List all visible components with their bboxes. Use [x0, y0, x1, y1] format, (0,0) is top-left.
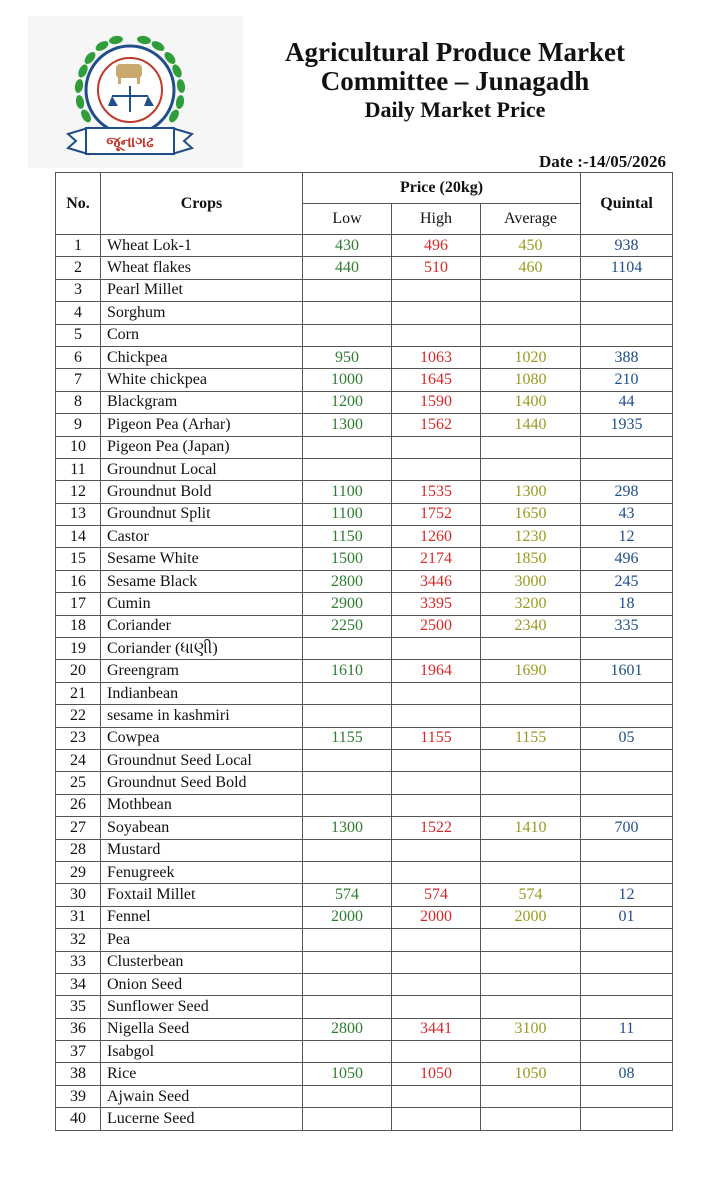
crop-name: Blackgram [101, 391, 303, 413]
crop-name: Chickpea [101, 346, 303, 368]
price-low [303, 302, 392, 324]
table-row [56, 414, 673, 436]
row-number: 24 [56, 749, 101, 771]
price-low: 2800 [303, 1018, 392, 1040]
price-high [392, 682, 481, 704]
quintal-qty [581, 996, 673, 1018]
price-low: 2800 [303, 570, 392, 592]
price-average [481, 682, 581, 704]
table-row [56, 346, 673, 368]
quintal-qty [581, 794, 673, 816]
price-low [303, 638, 392, 660]
crop-name: Sesame Black [101, 570, 303, 592]
table-row [56, 1085, 673, 1107]
quintal-qty: 43 [581, 503, 673, 525]
price-average [481, 973, 581, 995]
row-number: 21 [56, 682, 101, 704]
price-high [392, 458, 481, 480]
logo-ribbon-text: જૂનાગઢ [106, 133, 154, 151]
price-average [481, 279, 581, 301]
price-low: 1500 [303, 548, 392, 570]
table-row [56, 1063, 673, 1085]
crop-name: Greengram [101, 660, 303, 682]
crop-name: White chickpea [101, 369, 303, 391]
table-row [56, 884, 673, 906]
table-row [56, 705, 673, 727]
crop-name: sesame in kashmiri [101, 705, 303, 727]
price-high: 1050 [392, 1063, 481, 1085]
price-average: 2340 [481, 615, 581, 637]
price-low: 1050 [303, 1063, 392, 1085]
row-number: 4 [56, 302, 101, 324]
crop-name: Coriander (ધાણી) [101, 638, 303, 660]
quintal-qty [581, 1041, 673, 1063]
price-high [392, 1108, 481, 1130]
crop-name: Mothbean [101, 794, 303, 816]
logo-emblem-icon [28, 16, 243, 168]
quintal-qty: 18 [581, 593, 673, 615]
table-row [56, 235, 673, 257]
price-high: 496 [392, 235, 481, 257]
price-high: 1964 [392, 660, 481, 682]
table-row [56, 526, 673, 548]
price-average: 2000 [481, 906, 581, 928]
price-high [392, 279, 481, 301]
quintal-qty: 210 [581, 369, 673, 391]
table-row [56, 906, 673, 928]
price-low [303, 436, 392, 458]
price-low [303, 951, 392, 973]
price-average [481, 1108, 581, 1130]
price-low: 2250 [303, 615, 392, 637]
table-row [56, 749, 673, 771]
table-row [56, 570, 673, 592]
crop-name: Sunflower Seed [101, 996, 303, 1018]
crop-name: Coriander [101, 615, 303, 637]
price-average: 574 [481, 884, 581, 906]
price-low: 1150 [303, 526, 392, 548]
quintal-qty [581, 1108, 673, 1130]
table-row [56, 973, 673, 995]
price-high [392, 861, 481, 883]
quintal-qty [581, 839, 673, 861]
price-low [303, 1108, 392, 1130]
table-row [56, 615, 673, 637]
table-row [56, 861, 673, 883]
price-table [55, 172, 673, 1131]
price-average [481, 749, 581, 771]
table-row [56, 1108, 673, 1130]
price-low: 950 [303, 346, 392, 368]
price-average: 1020 [481, 346, 581, 368]
crop-name: Fenugreek [101, 861, 303, 883]
quintal-qty [581, 705, 673, 727]
table-row [56, 660, 673, 682]
quintal-qty [581, 458, 673, 480]
table-row [56, 436, 673, 458]
price-high [392, 705, 481, 727]
table-row [56, 682, 673, 704]
price-high [392, 996, 481, 1018]
quintal-qty: 245 [581, 570, 673, 592]
price-low: 1610 [303, 660, 392, 682]
quintal-qty: 12 [581, 526, 673, 548]
price-average [481, 1085, 581, 1107]
quintal-qty: 388 [581, 346, 673, 368]
quintal-qty [581, 861, 673, 883]
price-low [303, 705, 392, 727]
table-row [56, 638, 673, 660]
quintal-qty: 496 [581, 548, 673, 570]
row-number: 7 [56, 369, 101, 391]
price-low: 574 [303, 884, 392, 906]
table-row [56, 324, 673, 346]
quintal-qty: 335 [581, 615, 673, 637]
quintal-qty [581, 929, 673, 951]
price-average [481, 951, 581, 973]
quintal-qty: 12 [581, 884, 673, 906]
row-number: 2 [56, 257, 101, 279]
price-high: 3395 [392, 593, 481, 615]
table-row [56, 727, 673, 749]
quintal-qty [581, 324, 673, 346]
price-low [303, 324, 392, 346]
price-high [392, 302, 481, 324]
row-number: 31 [56, 906, 101, 928]
price-low: 1100 [303, 503, 392, 525]
crop-name: Groundnut Split [101, 503, 303, 525]
row-number: 33 [56, 951, 101, 973]
crop-name: Groundnut Local [101, 458, 303, 480]
crop-name: Foxtail Millet [101, 884, 303, 906]
price-average: 1850 [481, 548, 581, 570]
row-number: 38 [56, 1063, 101, 1085]
price-average [481, 1041, 581, 1063]
crop-name: Indianbean [101, 682, 303, 704]
price-low [303, 772, 392, 794]
price-high [392, 749, 481, 771]
row-number: 39 [56, 1085, 101, 1107]
price-average [481, 324, 581, 346]
table-row [56, 839, 673, 861]
price-average: 1155 [481, 727, 581, 749]
row-number: 17 [56, 593, 101, 615]
table-row [56, 548, 673, 570]
price-low [303, 861, 392, 883]
price-high: 1562 [392, 414, 481, 436]
crop-name: Soyabean [101, 817, 303, 839]
price-high: 1063 [392, 346, 481, 368]
quintal-qty: 05 [581, 727, 673, 749]
header-low: Low [303, 204, 392, 235]
row-number: 22 [56, 705, 101, 727]
table-body [56, 235, 673, 1131]
price-low: 1300 [303, 817, 392, 839]
price-high: 510 [392, 257, 481, 279]
price-low [303, 839, 392, 861]
price-average: 1690 [481, 660, 581, 682]
row-number: 19 [56, 638, 101, 660]
table-row [56, 302, 673, 324]
header-average: Average [481, 204, 581, 235]
table-row [56, 279, 673, 301]
quintal-qty [581, 951, 673, 973]
table-row [56, 503, 673, 525]
row-number: 5 [56, 324, 101, 346]
crop-name: Cumin [101, 593, 303, 615]
price-high [392, 951, 481, 973]
quintal-qty [581, 279, 673, 301]
price-low: 1100 [303, 481, 392, 503]
price-low [303, 1085, 392, 1107]
price-low [303, 929, 392, 951]
price-high: 1155 [392, 727, 481, 749]
quintal-qty [581, 302, 673, 324]
row-number: 29 [56, 861, 101, 883]
price-low [303, 279, 392, 301]
quintal-qty: 08 [581, 1063, 673, 1085]
price-low: 2900 [303, 593, 392, 615]
row-number: 25 [56, 772, 101, 794]
quintal-qty: 1601 [581, 660, 673, 682]
crop-name: Groundnut Seed Local [101, 749, 303, 771]
crop-name: Ajwain Seed [101, 1085, 303, 1107]
crop-name: Onion Seed [101, 973, 303, 995]
report-date: Date :-14/05/2026 [538, 152, 666, 171]
crop-name: Pearl Millet [101, 279, 303, 301]
apmc-logo [28, 16, 243, 168]
header-quintal: Quintal [581, 173, 673, 235]
crop-name: Lucerne Seed [101, 1108, 303, 1130]
crop-name: Mustard [101, 839, 303, 861]
table-row [56, 996, 673, 1018]
price-average [481, 302, 581, 324]
price-high: 1260 [392, 526, 481, 548]
table-row [56, 458, 673, 480]
row-number: 20 [56, 660, 101, 682]
price-high [392, 1085, 481, 1107]
price-high [392, 973, 481, 995]
price-average: 1300 [481, 481, 581, 503]
quintal-qty: 1935 [581, 414, 673, 436]
price-low [303, 973, 392, 995]
row-number: 14 [56, 526, 101, 548]
crop-name: Isabgol [101, 1041, 303, 1063]
row-number: 3 [56, 279, 101, 301]
quintal-qty [581, 749, 673, 771]
price-high [392, 929, 481, 951]
row-number: 37 [56, 1041, 101, 1063]
table-row [56, 481, 673, 503]
price-high [392, 772, 481, 794]
price-average: 1080 [481, 369, 581, 391]
price-average: 1650 [481, 503, 581, 525]
row-number: 35 [56, 996, 101, 1018]
row-number: 18 [56, 615, 101, 637]
table-row [56, 1041, 673, 1063]
price-low [303, 749, 392, 771]
quintal-qty [581, 973, 673, 995]
row-number: 27 [56, 817, 101, 839]
price-average: 3200 [481, 593, 581, 615]
header-price-group: Price (20kg) [303, 173, 581, 204]
row-number: 11 [56, 458, 101, 480]
table-row [56, 772, 673, 794]
price-low: 430 [303, 235, 392, 257]
table-row [56, 369, 673, 391]
price-high [392, 1041, 481, 1063]
price-average [481, 929, 581, 951]
quintal-qty: 01 [581, 906, 673, 928]
row-number: 15 [56, 548, 101, 570]
price-low: 1200 [303, 391, 392, 413]
row-number: 16 [56, 570, 101, 592]
crop-name: Wheat flakes [101, 257, 303, 279]
row-number: 9 [56, 414, 101, 436]
crop-name: Pea [101, 929, 303, 951]
row-number: 30 [56, 884, 101, 906]
row-number: 34 [56, 973, 101, 995]
crop-name: Nigella Seed [101, 1018, 303, 1040]
row-number: 40 [56, 1108, 101, 1130]
price-high: 3441 [392, 1018, 481, 1040]
price-low: 1155 [303, 727, 392, 749]
price-high: 2500 [392, 615, 481, 637]
table-row [56, 593, 673, 615]
crop-name: Cowpea [101, 727, 303, 749]
page-header [250, 38, 660, 124]
row-number: 23 [56, 727, 101, 749]
crop-name: Sesame White [101, 548, 303, 570]
price-low [303, 458, 392, 480]
price-average [481, 638, 581, 660]
price-high [392, 436, 481, 458]
price-average: 1400 [481, 391, 581, 413]
quintal-qty: 700 [581, 817, 673, 839]
quintal-qty: 938 [581, 235, 673, 257]
price-high [392, 324, 481, 346]
price-average [481, 996, 581, 1018]
price-average: 1230 [481, 526, 581, 548]
quintal-qty [581, 682, 673, 704]
crop-name: Groundnut Bold [101, 481, 303, 503]
title-line-2: Committee – Junagadh [320, 66, 590, 96]
price-average: 1440 [481, 414, 581, 436]
table-row [56, 794, 673, 816]
price-average [481, 458, 581, 480]
price-high: 1645 [392, 369, 481, 391]
price-high: 2000 [392, 906, 481, 928]
price-average: 450 [481, 235, 581, 257]
price-average: 1410 [481, 817, 581, 839]
quintal-qty: 298 [581, 481, 673, 503]
crop-name: Pigeon Pea (Japan) [101, 436, 303, 458]
table-row [56, 817, 673, 839]
price-low: 440 [303, 257, 392, 279]
crop-name: Wheat Lok-1 [101, 235, 303, 257]
crop-name: Rice [101, 1063, 303, 1085]
row-number: 10 [56, 436, 101, 458]
price-high [392, 638, 481, 660]
quintal-qty: 11 [581, 1018, 673, 1040]
table-row [56, 1018, 673, 1040]
price-high: 574 [392, 884, 481, 906]
row-number: 26 [56, 794, 101, 816]
price-high: 1590 [392, 391, 481, 413]
header-high: High [392, 204, 481, 235]
row-number: 6 [56, 346, 101, 368]
quintal-qty [581, 1085, 673, 1107]
table-row [56, 257, 673, 279]
price-low [303, 682, 392, 704]
crop-name: Sorghum [101, 302, 303, 324]
price-average [481, 705, 581, 727]
price-low: 2000 [303, 906, 392, 928]
price-low [303, 1041, 392, 1063]
header-no: No. [56, 173, 101, 235]
crop-name: Pigeon Pea (Arhar) [101, 414, 303, 436]
header-crops: Crops [101, 173, 303, 235]
price-high: 1522 [392, 817, 481, 839]
price-high [392, 839, 481, 861]
price-low [303, 996, 392, 1018]
crop-name: Groundnut Seed Bold [101, 772, 303, 794]
price-high: 1752 [392, 503, 481, 525]
crop-name: Clusterbean [101, 951, 303, 973]
price-high: 1535 [392, 481, 481, 503]
price-low [303, 794, 392, 816]
quintal-qty: 44 [581, 391, 673, 413]
quintal-qty [581, 638, 673, 660]
row-number: 13 [56, 503, 101, 525]
quintal-qty [581, 772, 673, 794]
row-number: 32 [56, 929, 101, 951]
price-low: 1000 [303, 369, 392, 391]
price-average [481, 839, 581, 861]
crop-name: Corn [101, 324, 303, 346]
price-average: 460 [481, 257, 581, 279]
quintal-qty: 1104 [581, 257, 673, 279]
row-number: 8 [56, 391, 101, 413]
row-number: 1 [56, 235, 101, 257]
crop-name: Castor [101, 526, 303, 548]
price-average [481, 772, 581, 794]
price-high: 3446 [392, 570, 481, 592]
title-line-1: Agricultural Produce Market [285, 37, 625, 67]
row-number: 12 [56, 481, 101, 503]
price-low: 1300 [303, 414, 392, 436]
price-average [481, 861, 581, 883]
price-average [481, 436, 581, 458]
price-average: 3000 [481, 570, 581, 592]
table-row [56, 929, 673, 951]
price-average: 3100 [481, 1018, 581, 1040]
price-average [481, 794, 581, 816]
price-high [392, 794, 481, 816]
page-subtitle: Daily Market Price [364, 97, 546, 122]
crop-name: Fennel [101, 906, 303, 928]
price-high: 2174 [392, 548, 481, 570]
table-row [56, 951, 673, 973]
quintal-qty [581, 436, 673, 458]
row-number: 36 [56, 1018, 101, 1040]
table-row [56, 391, 673, 413]
row-number: 28 [56, 839, 101, 861]
price-average: 1050 [481, 1063, 581, 1085]
